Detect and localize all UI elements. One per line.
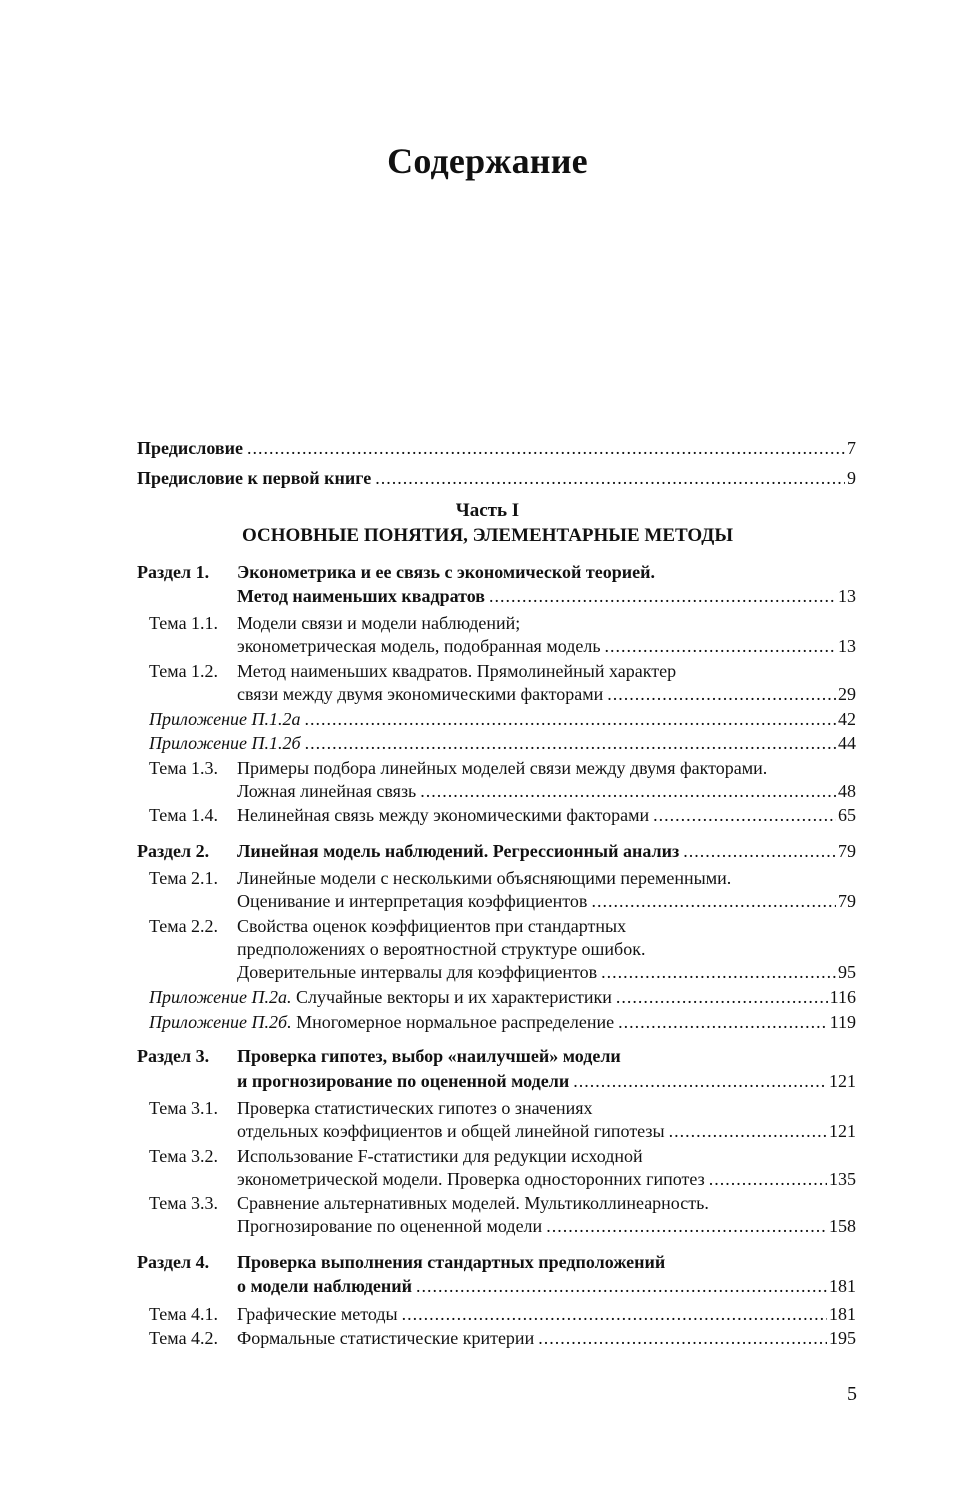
topic-title-line: Доверительные интервалы для коэффициентов: [237, 962, 598, 982]
toc-page-number: 29: [838, 684, 856, 704]
topic-label: Тема 2.2.: [149, 916, 219, 936]
topic-title-line: Сравнение альтернативных моделей. Мультиколлинеарность.: [237, 1193, 709, 1213]
topic-label: Тема 1.2.: [149, 661, 219, 681]
toc-page-number: 79: [838, 841, 856, 861]
topic-entry[interactable]: [137, 756, 856, 780]
topic-title-line: Оценивание и интерпретация коэффициентов: [237, 891, 588, 911]
section-heading-cont[interactable]: [137, 584, 856, 608]
toc-page-number: 181: [829, 1304, 856, 1324]
topic-entry[interactable]: [137, 1302, 856, 1326]
topic-entry-cont[interactable]: [137, 937, 856, 961]
section-label: Раздел 3.: [137, 1046, 210, 1066]
toc-page-number: 7: [847, 438, 856, 458]
appendix-title: Случайные векторы и их характеристики: [296, 987, 612, 1007]
topic-label: Тема 1.3.: [149, 758, 219, 778]
topic-entry[interactable]: [137, 803, 856, 827]
topic-title-line: Нелинейная связь между экономическими факторами: [237, 805, 650, 825]
appendix-title: Многомерное нормальное распределение: [296, 1012, 615, 1032]
topic-entry-cont[interactable]: [137, 960, 856, 984]
part-title: ОСНОВНЫЕ ПОНЯТИЯ, ЭЛЕМЕНТАРНЫЕ МЕТОДЫ: [242, 525, 733, 546]
toc-entry-label: Предисловие к первой книге: [137, 468, 372, 488]
section-title-line: и прогнозирование по оцененной модели: [237, 1071, 570, 1091]
section-title-line: Метод наименьших квадратов: [237, 586, 486, 606]
topic-entry-cont[interactable]: [137, 1214, 856, 1238]
toc-page-number: 44: [838, 733, 856, 753]
topic-title-line: предположениях о вероятностной структуре ошибок.: [237, 939, 646, 959]
toc-page-number: 95: [838, 962, 856, 982]
toc-page-number: 121: [829, 1071, 856, 1091]
toc-page-number: 79: [838, 891, 856, 911]
topic-entry[interactable]: [137, 659, 856, 683]
topic-entry[interactable]: [137, 1191, 856, 1215]
topic-label: Тема 1.1.: [149, 613, 219, 633]
topic-entry[interactable]: [137, 1096, 856, 1120]
toc-entry-label: Предисловие: [137, 438, 243, 458]
part-name: Часть I: [455, 500, 520, 521]
section-heading[interactable]: [137, 839, 856, 863]
section-title-line: Проверка гипотез, выбор «наилучшей» модели: [237, 1046, 621, 1066]
section-label: Раздел 1.: [137, 562, 210, 582]
topic-label: Тема 3.2.: [149, 1146, 219, 1166]
section-heading[interactable]: [137, 1044, 856, 1068]
topic-entry-cont[interactable]: [137, 1119, 856, 1143]
topic-title-line: Метод наименьших квадратов. Прямолинейный характер: [237, 661, 677, 681]
toc-page-number: 121: [829, 1121, 856, 1141]
section-title-line: о модели наблюдений: [237, 1276, 413, 1296]
topic-entry-cont[interactable]: [137, 634, 856, 658]
appendix-entry[interactable]: [137, 731, 856, 755]
topic-title-line: Линейные модели с несколькими объясняющими переменными.: [237, 868, 732, 888]
page-title: Содержание: [387, 141, 588, 181]
section-heading[interactable]: [137, 560, 856, 584]
toc-entry-preface-first-book[interactable]: [137, 466, 856, 490]
topic-title-line: Графические методы: [237, 1304, 398, 1324]
toc-page-number: 42: [838, 709, 856, 729]
toc-page-number: 13: [838, 636, 856, 656]
section-title-line: Эконометрика и ее связь с экономической теорией.: [237, 562, 655, 582]
topic-title-line: эконометрическая модель, подобранная модель: [237, 636, 601, 656]
topic-entry-cont[interactable]: [137, 682, 856, 706]
topic-label: Тема 4.1.: [149, 1304, 219, 1324]
section-heading-cont[interactable]: [137, 1069, 856, 1093]
toc-page-number: 65: [838, 805, 856, 825]
topic-title-line: Использование F-статистики для редукции исходной: [237, 1146, 643, 1166]
topic-entry-cont[interactable]: [137, 1167, 856, 1191]
appendix-entry[interactable]: [137, 985, 856, 1009]
toc-page-number: 116: [829, 987, 856, 1007]
topic-entry-cont[interactable]: [137, 779, 856, 803]
topic-title-line: Формальные статистические критерии: [237, 1328, 535, 1348]
section-heading-cont[interactable]: [137, 1274, 856, 1298]
toc-page-number: 158: [829, 1216, 856, 1236]
topic-entry[interactable]: [137, 1326, 856, 1350]
topic-title-line: Свойства оценок коэффициентов при стандартных: [237, 916, 627, 936]
toc-entry-preface[interactable]: [137, 436, 856, 460]
topic-title-line: Примеры подбора линейных моделей связи между двумя факторами.: [237, 758, 768, 778]
topic-title-line: Проверка статистических гипотез о значениях: [237, 1098, 593, 1118]
topic-entry[interactable]: [137, 1144, 856, 1168]
topic-label: Тема 1.4.: [149, 805, 219, 825]
appendix-label: Приложение П.1.2б: [149, 733, 301, 753]
topic-title-line: эконометрической модели. Проверка односторонних гипотез: [237, 1169, 705, 1189]
topic-label: Тема 3.3.: [149, 1193, 219, 1213]
section-title-line: Линейная модель наблюдений. Регрессионный анализ: [237, 841, 680, 861]
topic-label: Тема 4.2.: [149, 1328, 219, 1348]
page-number: 5: [847, 1383, 857, 1405]
appendix-label: Приложение П.2а.: [149, 987, 292, 1007]
section-label: Раздел 4.: [137, 1252, 210, 1272]
topic-title-line: Модели связи и модели наблюдений;: [237, 613, 521, 633]
toc-page-number: 48: [838, 781, 856, 801]
topic-entry-cont[interactable]: [137, 889, 856, 913]
topic-label: Тема 2.1.: [149, 868, 219, 888]
appendix-entry[interactable]: [137, 1010, 856, 1034]
toc-page-number: 181: [829, 1276, 856, 1296]
topic-entry[interactable]: [137, 611, 856, 635]
topic-title-line: связи между двумя экономическими факторами: [237, 684, 604, 704]
section-heading[interactable]: [137, 1250, 856, 1274]
topic-entry[interactable]: [137, 914, 856, 938]
topic-title-line: Ложная линейная связь: [237, 781, 417, 801]
topic-entry[interactable]: [137, 866, 856, 890]
toc-page-number: 13: [838, 586, 856, 606]
topic-label: Тема 3.1.: [149, 1098, 219, 1118]
appendix-label: Приложение П.2б.: [149, 1012, 292, 1032]
toc-page-number: 9: [847, 468, 856, 488]
toc-page-number: 119: [829, 1012, 856, 1032]
appendix-entry[interactable]: [137, 707, 856, 731]
topic-title-line: Прогнозирование по оцененной модели: [237, 1216, 543, 1236]
toc-page-number: 195: [829, 1328, 856, 1348]
appendix-label: Приложение П.1.2а: [149, 709, 301, 729]
topic-title-line: отдельных коэффициентов и общей линейной гипотезы: [237, 1121, 665, 1141]
toc-page-number: 135: [829, 1169, 856, 1189]
section-title-line: Проверка выполнения стандартных предположений: [237, 1252, 666, 1272]
section-label: Раздел 2.: [137, 841, 210, 861]
